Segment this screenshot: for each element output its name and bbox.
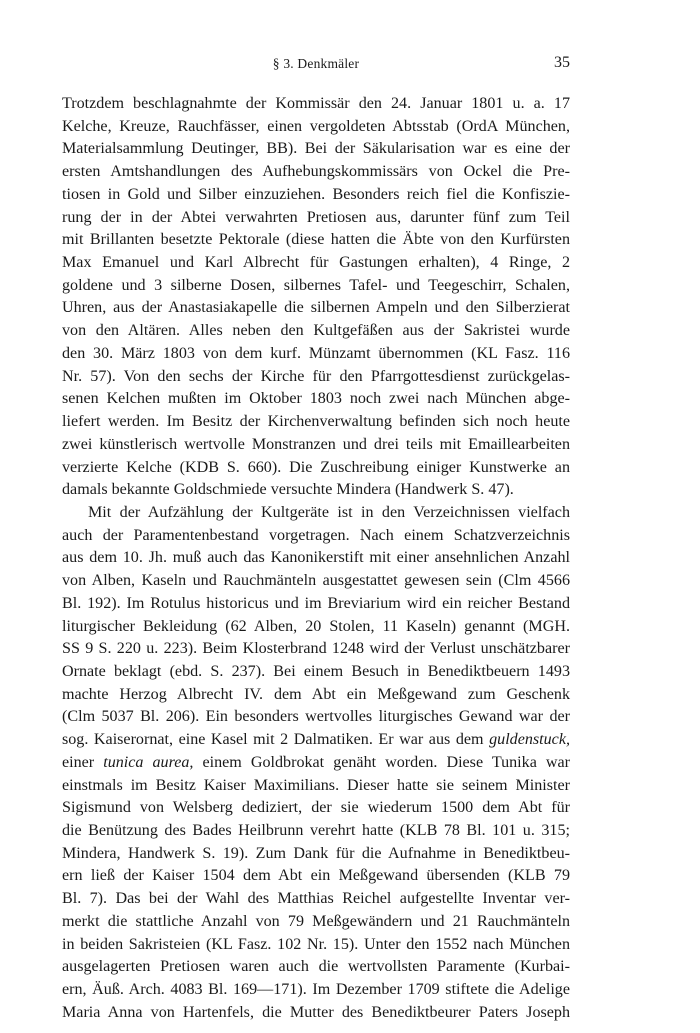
- text-line: Bl. 7). Das bei der Wahl des Matthias Reichel aufgestellte Inventar ver-: [62, 890, 570, 908]
- italic-term: tunica aurea,: [103, 753, 194, 771]
- text-line: die Benützung des Bades Heilbrunn verehrt hatte (KLB 78 Bl. 101 u. 315;: [62, 822, 570, 839]
- text-line: den 30. März 1803 von dem kurf. Münzamt übernommen (KL Fasz. 116: [62, 344, 570, 362]
- text-line: SS 9 S. 220 u. 223). Beim Klosterbrand 1248 wird der Verlust unschätzbarer: [62, 640, 570, 658]
- text-line: Trotzdem beschlagnahmte der Kommissär den 24. Januar 1801 u. a. 17: [62, 95, 570, 112]
- text-line: Uhren, aus der Anastasiakapelle die silbernen Ampeln und den Silberzierat: [62, 299, 570, 317]
- text-line: Mit der Aufzählung der Kultgeräte ist in den Verzeichnissen vielfach: [88, 503, 570, 521]
- text-line: [62, 729, 570, 752]
- text-line: Mindera, Handwerk S. 19). Zum Dank für die Aufnahme in Benediktbeu-: [62, 844, 570, 862]
- text-line: tiosen in Gold und Silber einzuziehen. Besonders reich fiel die Konfiszie-: [62, 185, 570, 203]
- text-line: liefert werden. Im Besitz der Kirchenverwaltung befinden sich noch heute: [62, 413, 570, 431]
- text-line: Materialsammlung Deutinger, BB). Bei der Säkularisation war es eine der: [62, 140, 570, 158]
- text-segment: einem Goldbrokat genäht worden. Diese Tunika war: [202, 753, 571, 771]
- text-line: merkt die stattliche Anzahl von 79 Meßgewändern und 21 Rauchmänteln: [62, 912, 570, 930]
- text-line: Kelche, Kreuze, Rauchfässer, einen vergoldeten Abtsstab (OrdA München,: [62, 117, 570, 135]
- text-line: Maria Anna von Hartenfels, die Mutter des Benediktbeurer Paters Joseph: [62, 1003, 570, 1021]
- text-line: verzierte Kelche (KDB S. 660). Die Zuschreibung einiger Kunstwerke an: [62, 458, 570, 476]
- text-line: goldene und 3 silberne Dosen, silbernes Tafel- und Teegeschirr, Schalen,: [62, 276, 570, 294]
- italic-term: guldenstuck,: [489, 731, 570, 749]
- text-line: von Alben, Kaseln und Rauchmänteln ausgestattet gewesen sein (Clm 4566: [62, 572, 570, 590]
- text-line: zwei künstlerisch wertvolle Monstranzen und drei teils mit Emaillearbeiten: [62, 435, 570, 453]
- text-line: rung der in der Abtei verwahrten Pretiosen aus, darunter fünf zum Teil: [62, 208, 570, 226]
- text-line: Ornate beklagt (ebd. S. 237). Bei einem Besuch in Benediktbeuern 1493: [62, 662, 570, 680]
- text-line: ausgelagerten Pretiosen waren auch die wertvollsten Paramente (Kurbai-: [62, 958, 570, 976]
- text-line: Max Emanuel und Karl Albrecht für Gastungen erhalten), 4 Ringe, 2: [62, 254, 570, 272]
- text-line: Nr. 57). Von den sechs der Kirche für den Pfarrgottesdienst zurückgelas-: [62, 367, 570, 385]
- text-line: Bl. 192). Im Rotulus historicus und im Breviarium wird ein reicher Bestand: [62, 594, 570, 612]
- text-line: mit Brillanten besetzte Pektorale (diese hatten die Äbte von den Kurfürsten: [62, 231, 570, 249]
- text-line: machte Herzog Albrecht IV. dem Abt ein Meßgewand zum Geschenk: [62, 685, 570, 703]
- running-head: [62, 56, 570, 76]
- text-line: aus dem 10. Jh. muß auch das Kanonikerstift mit einer ansehnlichen Anzahl: [62, 549, 570, 567]
- text-segment: sog. Kaiserornat, eine Kasel mit 2 Dalmatiken. Er war aus dem: [62, 731, 484, 749]
- text-line: ersten Amtshandlungen des Aufhebungskommissärs von Ockel die Pre-: [62, 163, 570, 181]
- page-number: 35: [554, 54, 570, 71]
- text-line: auch der Paramentenbestand vorgetragen. Nach einem Schatzverzeichnis: [62, 526, 570, 544]
- text-line: senen Kelchen mußten im Oktober 1803 noch zwei nach München abge-: [62, 390, 570, 408]
- text-line: ern, Äuß. Arch. 4083 Bl. 169—171). Im Dezember 1709 stiftete die Adelige: [62, 981, 570, 999]
- text-line: damals bekannte Goldschmiede versuchte Mindera (Handwerk S. 47).: [62, 481, 514, 499]
- section-title: § 3. Denkmäler: [272, 56, 360, 71]
- text-line: ern ließ der Kaiser 1504 dem Abt ein Meßgewand übersenden (KLB 79: [62, 867, 570, 885]
- text-line: Sigismund von Welsberg dediziert, der sie wiederum 1500 dem Abt für: [62, 799, 570, 817]
- body-text: [62, 93, 570, 1024]
- text-line: (Clm 5037 Bl. 206). Ein besonders wertvolles liturgisches Gewand war der: [62, 708, 570, 726]
- text-line: einstmals im Besitz Kaiser Maximilians. Dieser hatte sie seinem Minister: [62, 776, 570, 794]
- text-line: liturgischer Bekleidung (62 Alben, 20 Stolen, 11 Kaseln) genannt (MGH.: [62, 617, 570, 635]
- text-line: von den Altären. Alles neben den Kultgefäßen aus der Sakristei wurde: [62, 322, 570, 340]
- text-line: in beiden Sakristeien (KL Fasz. 102 Nr. 15). Unter den 1552 nach München: [62, 935, 570, 953]
- text-line: [62, 752, 570, 775]
- text-segment: einer: [62, 753, 95, 771]
